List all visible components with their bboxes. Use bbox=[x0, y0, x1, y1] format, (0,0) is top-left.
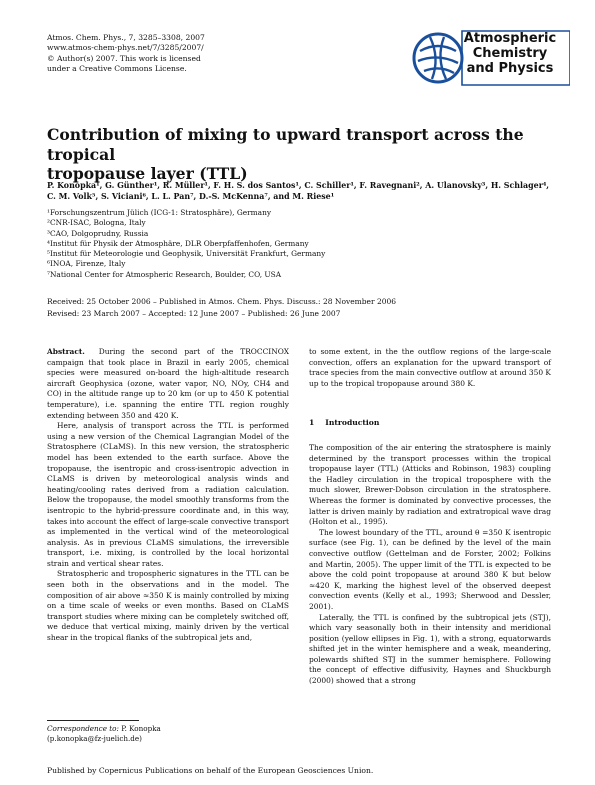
abstract-label: Abstract. bbox=[47, 347, 85, 356]
title-line1: Contribution of mixing to upward transport across the tropical bbox=[47, 125, 524, 164]
publisher-footer: Published by Copernicus Publications on behalf of the European Geosciences Union. bbox=[47, 766, 374, 775]
section-heading bbox=[309, 418, 390, 427]
abstract-paragraph-1 bbox=[47, 347, 289, 421]
affiliation-4: ⁴Institut für Physik der Atmosphäre, DLR Oberpfaffenhofen, Germany bbox=[47, 238, 309, 248]
correspondence-label: Correspondence to: bbox=[47, 724, 119, 733]
journal-logo bbox=[410, 27, 570, 89]
paper-title bbox=[47, 125, 547, 184]
intro-paragraph-3: Laterally, the TTL is confined by the subtropical jets (STJ), which vary seasonally both in their intensity and meridional position (yellow ellipses in Fig. 1), with a strong, equatorwards shifted jet in the winter hemisphere and a weak, meandering, polewards shifted STJ in the summer hemisphere. Following the concept of effective diffusivity, Haynes and Shuckburgh (2000) showed that a strong bbox=[309, 612, 551, 686]
journal-name-line2: Chemistry bbox=[472, 46, 548, 61]
journal-name-line3: and Physics bbox=[466, 61, 554, 76]
affiliations bbox=[47, 208, 447, 280]
publication-meta bbox=[47, 33, 267, 74]
section-title: Introduction bbox=[325, 418, 380, 427]
received-line: Received: 25 October 2006 – Published in Atmos. Chem. Phys. Discuss.: 28 November 2006 bbox=[47, 297, 397, 306]
affiliation-6: ⁶INOA, Firenze, Italy bbox=[47, 259, 126, 269]
correspondence-name: P. Konopka bbox=[121, 724, 161, 733]
affiliation-3: ³CAO, Dolgoprudny, Russia bbox=[47, 228, 149, 238]
footnote-divider bbox=[47, 720, 139, 721]
affiliation-1: ¹Forschungszentrum Jülich (ICG-1: Stratosphäre), Germany bbox=[47, 208, 272, 217]
affiliation-2: ²CNR-ISAC, Bologna, Italy bbox=[47, 218, 146, 228]
correspondence-footnote bbox=[47, 724, 287, 744]
authors-line1: P. Konopka¹, G. Günther¹, R. Müller¹, F. H. S. dos Santos¹, C. Schiller¹, F. Ravegnani², A. Ulanovsky³, H. Schlager⁴, bbox=[47, 181, 550, 190]
section-number: 1 bbox=[309, 418, 315, 427]
abstract-paragraph-3: Stratospheric and tropospheric signatures in the TTL can be seen both in the observations and in the model. The composition of air above ≈350 K is mainly controlled by mixing on a time scale of weeks or even months. Based on CLaMS transport studies where mixing can be completely switched off, we deduce that vertical mixing, mainly driven by the vertical shear in the tropical flanks of the subtropical jets and, bbox=[47, 569, 289, 643]
abstract-text-1: During the second part of the TROCCINOX campaign that took place in Brazil in early 2005, chemical species were measured on-board the high-altitude research aircraft Geophysica (ozone, water vapor, NO, NOy, CH4 and CO) in the altitude range up to 20 km (or up to 450 K potential temperature), i.e. spanning the entire TTL region roughly extending between 350 and 420 K. bbox=[47, 347, 289, 420]
journal-url[interactable]: www.atmos-chem-phys.net/7/3285/2007/ bbox=[47, 43, 204, 53]
intro-paragraph-2: The lowest boundary of the TTL, around θ =350 K isentropic surface (see Fig. 1), can be defined by the level of the main convective outflow (Gettelman and de Forster, 2002; Folkins and Martin, 2005). The upper limit of the TTL is expected to be above the cold point tropopause at around 380 K but below ≈420 K, marking the highest level of the observed deepest convection events (Kelly et al., 1993; Sherwood and Dessler, 2001). bbox=[309, 527, 551, 611]
author-list bbox=[47, 180, 552, 202]
title-line2: tropopause layer (TTL) bbox=[47, 164, 248, 183]
abstract-column bbox=[47, 347, 289, 644]
journal-name-line1: Atmospheric bbox=[463, 31, 557, 46]
abstract-paragraph-4: to some extent, in the the outflow regions of the large-scale convection, offers an explanation for the upward transport of trace species from the main convective outflow at around 350 K up to the tropical tropopause around 380 K. bbox=[309, 347, 551, 388]
intro-paragraph-1: The composition of the air entering the stratosphere is mainly determined by the transport processes within the tropical tropopause layer (TTL) (Atticks and Robinson, 1983) coupling the Hadley circulation in the tropical troposphere with the much slower, Brewer-Dobson circulation in the stratosphere. Whereas the former is dominated by convective processes, the latter is driven mainly by radiation and extratropical wave drag (Holton et al., 1995). bbox=[309, 443, 551, 527]
journal-name bbox=[458, 31, 562, 76]
revised-line: Revised: 23 March 2007 – Accepted: 12 June 2007 – Published: 26 June 2007 bbox=[47, 308, 341, 318]
authors-line2: C. M. Volk⁵, S. Viciani⁶, L. L. Pan⁷, D.-S. McKenna⁷, and M. Riese¹ bbox=[47, 192, 335, 202]
citation-line: Atmos. Chem. Phys., 7, 3285–3308, 2007 bbox=[47, 33, 205, 42]
affiliation-7: ⁷National Center for Atmospheric Research, Boulder, CO, USA bbox=[47, 269, 282, 279]
introduction-body bbox=[309, 443, 551, 687]
history-dates bbox=[47, 296, 547, 319]
license-line-2: under a Creative Commons License. bbox=[47, 63, 187, 73]
correspondence-email[interactable]: (p.konopka@fz-juelich.de) bbox=[47, 734, 142, 744]
license-line: © Author(s) 2007. This work is licensed bbox=[47, 53, 201, 63]
abstract-continuation bbox=[309, 347, 551, 389]
abstract-paragraph-2: Here, analysis of transport across the TTL is performed using a new version of the Chemical Lagrangian Model of the Stratosphere (CLaMS). In this new version, the stratospheric model has been extended to the earth surface. Above the tropopause, the isentropic and cross-isentropic advection in CLaMS is driven by meteorological analysis winds and heating/cooling rates derived from a radiation calculation. Below the tropopause, the model smoothly transforms from the isentropic to the hybrid-pressure coordinate and, in this way, takes into account the effect of large-scale convective transport as implemented in the vertical wind of the meteorological analysis. As in previous CLaMS simulations, the irreversible transport, i.e. mixing, is controlled by the local horizontal strain and vertical shear rates. bbox=[47, 421, 289, 568]
affiliation-5: ⁵Institut für Meteorologie und Geophysik, Universität Frankfurt, Germany bbox=[47, 249, 326, 259]
